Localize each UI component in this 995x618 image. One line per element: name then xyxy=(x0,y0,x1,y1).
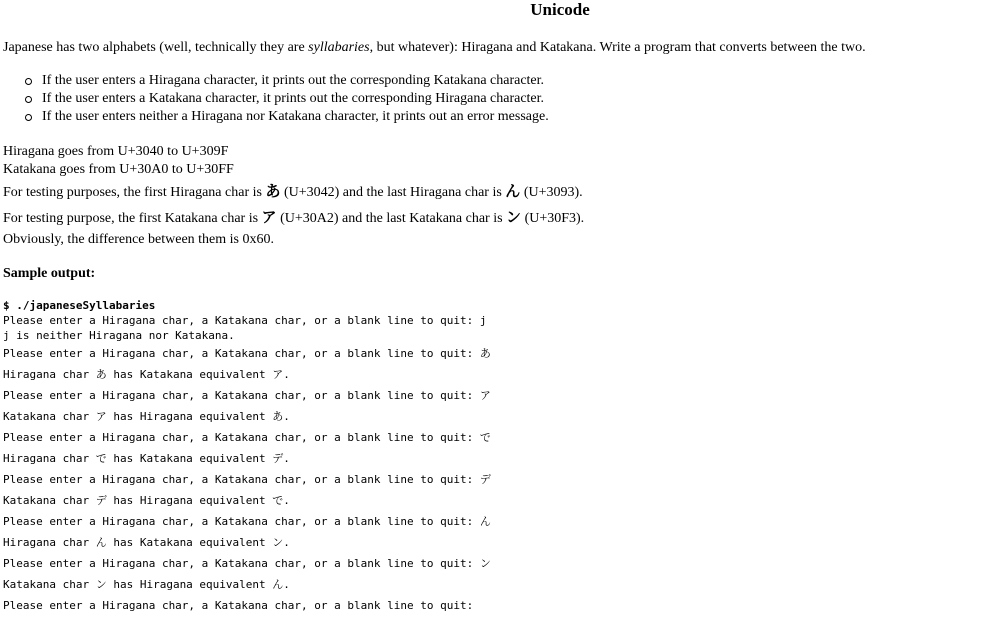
page-title: Unicode xyxy=(530,0,590,19)
katakana-note-text: (U+30A2) and the last Katakana char is xyxy=(276,211,507,226)
intro-emphasis: syllabaries xyxy=(308,40,370,55)
katakana-note-text: For testing purpose, the first Katakana char is xyxy=(3,211,262,226)
intro-text-before: Japanese has two alphabets (well, technically they are xyxy=(3,40,309,55)
hiragana-note-text: For testing purposes, the first Hiragana char is xyxy=(3,185,266,200)
katakana-testing-note xyxy=(3,208,584,228)
console-line: Please enter a Hiragana char, a Katakana char, or a blank line to quit: ン xyxy=(3,557,491,570)
console-line: Katakana char ア has Hiragana equivalent あ. xyxy=(3,410,290,423)
console-command-line: $ ./japaneseSyllabaries xyxy=(3,299,156,312)
console-line: Please enter a Hiragana char, a Katakana char, or a blank line to quit: j xyxy=(3,314,487,327)
first-hiragana-char: あ xyxy=(265,182,281,200)
hiragana-range: Hiragana goes from U+3040 to U+309F xyxy=(3,144,229,159)
requirement-item: If the user enters a Hiragana character, it prints out the corresponding Katakana character. xyxy=(0,72,549,90)
console-line: Please enter a Hiragana char, a Katakana char, or a blank line to quit: あ xyxy=(3,347,491,360)
console-line: Please enter a Hiragana char, a Katakana char, or a blank line to quit: xyxy=(3,599,474,612)
intro-text-after: , but whatever): Hiragana and Katakana. Write a program that converts between the two. xyxy=(369,40,866,55)
katakana-note-text: (U+30F3). xyxy=(521,211,585,226)
console-line: Please enter a Hiragana char, a Katakana char, or a blank line to quit: で xyxy=(3,431,491,444)
difference-note: Obviously, the difference between them is 0x60. xyxy=(3,232,274,247)
hiragana-note-text: (U+3093). xyxy=(520,185,583,200)
console-line: Katakana char デ has Hiragana equivalent で. xyxy=(3,494,290,507)
sample-output-heading: Sample output: xyxy=(3,266,96,281)
console-line: j is neither Hiragana nor Katakana. xyxy=(3,329,235,342)
last-hiragana-char: ん xyxy=(505,182,521,200)
console-line: Katakana char ン has Hiragana equivalent ん. xyxy=(3,578,290,591)
console-line: Hiragana char あ has Katakana equivalent ア. xyxy=(3,368,290,381)
katakana-range: Katakana goes from U+30A0 to U+30FF xyxy=(3,162,234,177)
requirements-list xyxy=(0,72,549,126)
console-line: Please enter a Hiragana char, a Katakana char, or a blank line to quit: ア xyxy=(3,389,491,402)
console-line: Please enter a Hiragana char, a Katakana char, or a blank line to quit: デ xyxy=(3,473,491,486)
requirement-item: If the user enters a Katakana character, it prints out the corresponding Hiragana character. xyxy=(0,90,549,108)
sample-console-output xyxy=(3,298,491,616)
requirement-item: If the user enters neither a Hiragana nor Katakana character, it prints out an error message. xyxy=(0,108,549,126)
console-line: Hiragana char ん has Katakana equivalent ン. xyxy=(3,536,290,549)
hiragana-note-text: (U+3042) and the last Hiragana char is xyxy=(280,185,506,200)
hiragana-testing-note xyxy=(3,182,583,202)
console-line: Please enter a Hiragana char, a Katakana char, or a blank line to quit: ん xyxy=(3,515,491,528)
console-line: Hiragana char で has Katakana equivalent デ. xyxy=(3,452,290,465)
last-katakana-char: ン xyxy=(506,208,522,226)
first-katakana-char: ア xyxy=(261,208,277,226)
intro-paragraph xyxy=(3,39,866,57)
